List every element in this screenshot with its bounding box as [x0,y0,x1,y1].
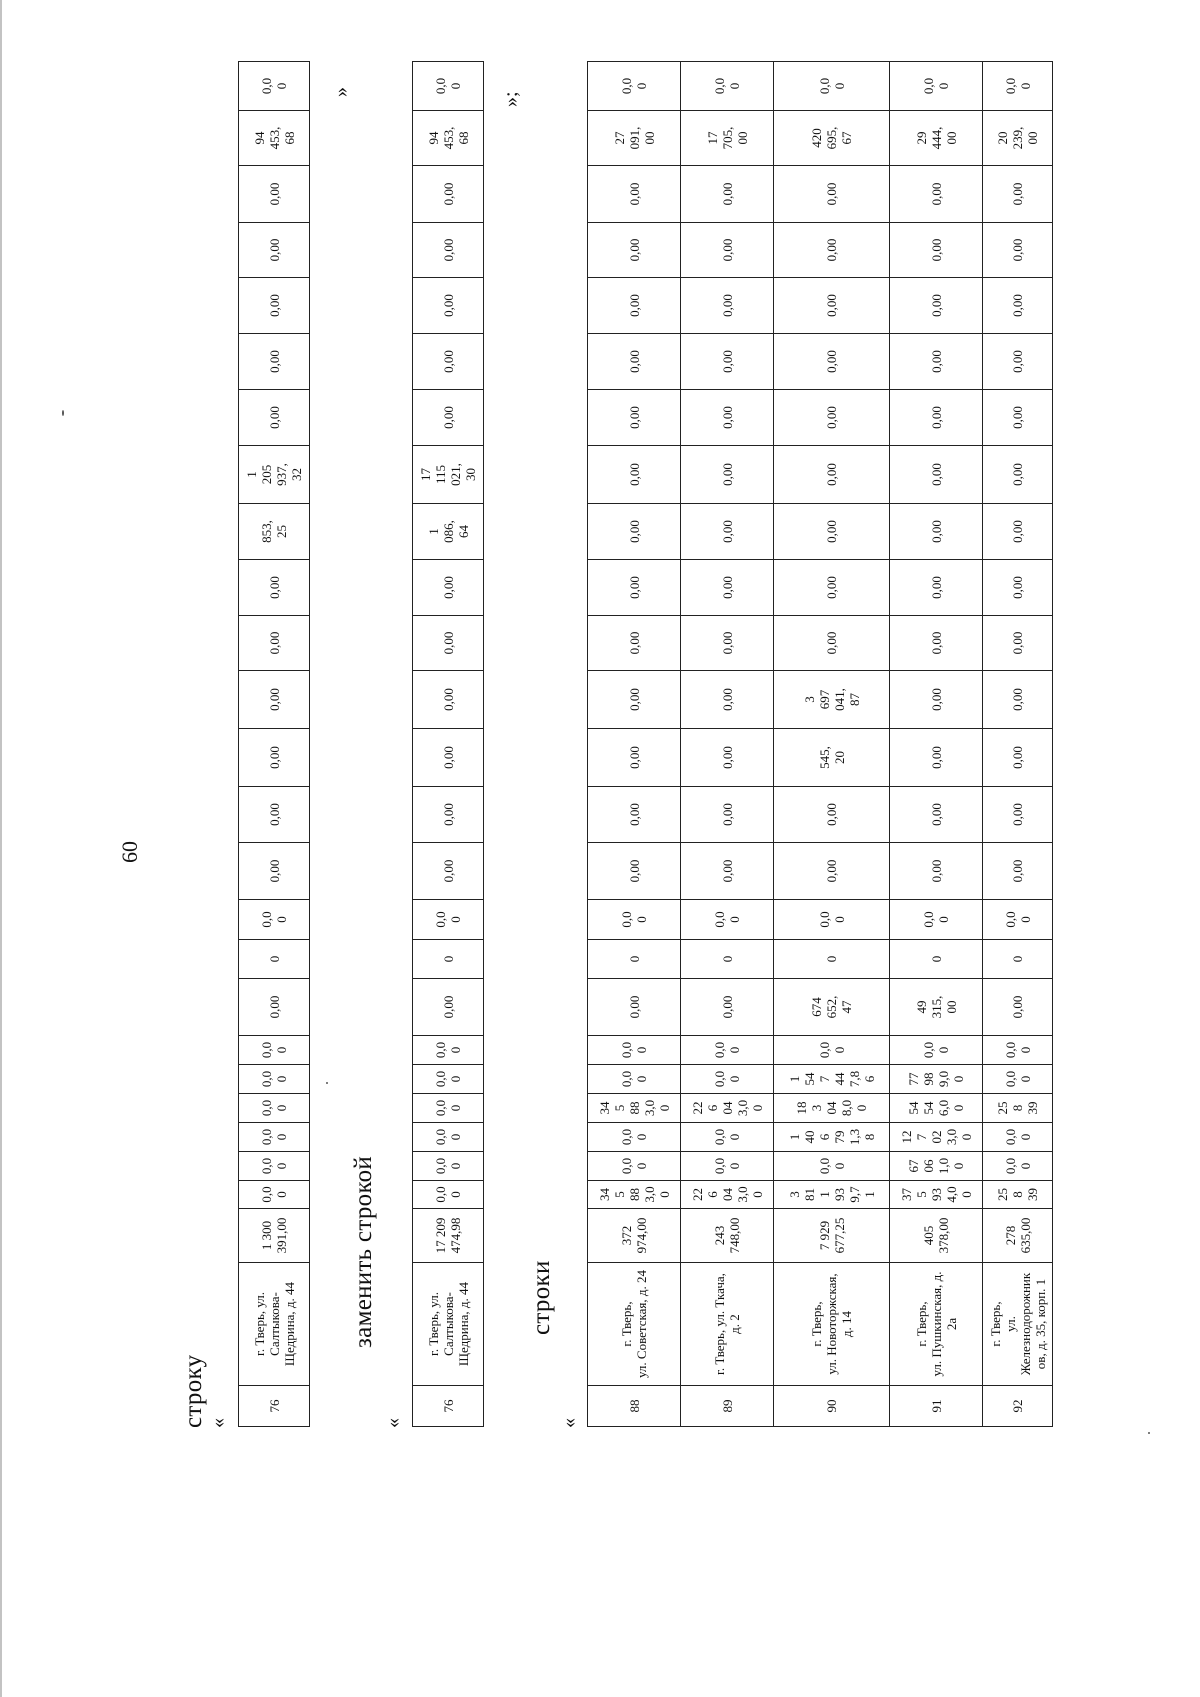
row-number-cell: 76 [413,1386,484,1427]
value-cell: 0,0 0 [890,1036,983,1065]
value-cell: 372 974,00 [588,1209,681,1263]
value-cell: 7 929 677,25 [774,1209,890,1263]
table-row [983,62,1053,1427]
value-cell: 0,00 [681,446,774,504]
value-cell: 0,00 [774,560,890,616]
value-cell: 853, 25 [239,504,310,560]
address-cell: г. Тверь, ул. Новоторжская, д. 14 [774,1263,890,1386]
value-cell: 77 98 9,0 0 [890,1065,983,1094]
section-heading-lines: строки [528,1260,555,1335]
value-cell: 34 5 88 3,0 0 [588,1094,681,1123]
value-cell: 0 [681,940,774,979]
value-cell: 0,0 0 [413,1181,484,1209]
value-cell: 0,00 [588,671,681,729]
value-cell: 0,00 [983,334,1053,390]
value-cell: 1 54 7 44 7,8 6 [774,1065,890,1094]
value-cell: 0,00 [588,334,681,390]
value-cell: 25 8 39 [983,1094,1053,1123]
value-cell: 0,0 0 [588,900,681,940]
value-cell: 0,00 [681,671,774,729]
value-cell: 0 [413,940,484,979]
value-cell: 0,0 0 [681,1036,774,1065]
value-cell: 0,00 [239,729,310,787]
value-cell: 0,00 [681,729,774,787]
value-cell: 0,00 [890,671,983,729]
value-cell: 0,00 [588,390,681,446]
value-cell: 0,00 [983,504,1053,560]
value-cell: 0,0 0 [413,1123,484,1152]
value-cell: 0 [774,940,890,979]
value-cell: 0,00 [681,979,774,1036]
value-cell: 0,0 0 [983,900,1053,940]
value-cell: 0,00 [239,390,310,446]
value-cell: 0,0 0 [413,1065,484,1094]
value-cell: 674 652, 47 [774,979,890,1036]
value-cell: 0,00 [983,166,1053,223]
value-cell: 0,0 0 [588,1123,681,1152]
value-cell: 0,00 [983,446,1053,504]
value-cell: 29 444, 00 [890,111,983,166]
value-cell: 17 115 021, 30 [413,446,484,504]
value-cell: 0,00 [588,787,681,843]
value-cell: 0,00 [681,390,774,446]
value-cell: 0,0 0 [239,1036,310,1065]
value-cell: 0,00 [890,334,983,390]
value-cell: 1 300 391,00 [239,1209,310,1263]
value-cell: 0,00 [588,979,681,1036]
table-row [239,62,310,1427]
value-cell: 0,0 0 [413,1094,484,1123]
value-cell: 0,00 [774,446,890,504]
value-cell: 0,00 [890,223,983,278]
value-cell: 0,0 0 [983,1152,1053,1181]
table-row [681,62,774,1427]
close-quote: »; [500,91,522,107]
value-cell: 0,00 [239,223,310,278]
address-cell: г. Тверь, ул. Пушкинская, д. 2а [890,1263,983,1386]
row-number-cell: 88 [588,1386,681,1427]
value-cell: 0,00 [413,166,484,223]
value-cell: 0,00 [239,843,310,900]
value-cell: 17 705, 00 [681,111,774,166]
value-cell: 0,00 [239,560,310,616]
value-cell: 0,00 [774,278,890,334]
value-cell: 0,00 [681,616,774,671]
value-cell: 0,00 [983,843,1053,900]
value-cell: 0,00 [681,504,774,560]
value-cell: 0,00 [239,671,310,729]
value-cell: 0,00 [681,787,774,843]
value-cell: 0,00 [890,787,983,843]
value-cell: 0,00 [774,843,890,900]
value-cell: 0,0 0 [774,1036,890,1065]
section-heading-replace: заменить строкой [350,1155,377,1348]
value-cell: 0,00 [413,787,484,843]
table-row [774,62,890,1427]
value-cell: 0,0 0 [681,62,774,111]
value-cell: 0,0 0 [413,900,484,940]
table-lines [587,61,1053,1427]
value-cell: 0,0 0 [983,62,1053,111]
value-cell: 0,0 0 [239,1181,310,1209]
row-number-cell: 90 [774,1386,890,1427]
value-cell: 0,00 [588,560,681,616]
section-heading-line: строку [180,1354,207,1428]
value-cell: 0,00 [239,166,310,223]
value-cell: 0,00 [681,843,774,900]
value-cell: 0,00 [588,616,681,671]
value-cell: 0,0 0 [588,1036,681,1065]
value-cell: 0,00 [774,223,890,278]
row-number-cell: 76 [239,1386,310,1427]
value-cell: 20 239, 00 [983,111,1053,166]
value-cell: 0,00 [239,616,310,671]
value-cell: 0,0 0 [588,1152,681,1181]
value-cell: 27 091, 00 [588,111,681,166]
value-cell: 0,0 0 [588,62,681,111]
value-cell: 0 [890,940,983,979]
address-cell: г. Тверь, ул. Ткача, д. 2 [681,1263,774,1386]
table-row [413,62,484,1427]
value-cell: 0,00 [413,729,484,787]
value-cell: 0,0 0 [413,1036,484,1065]
value-cell: 0,0 0 [890,900,983,940]
value-cell: 0,00 [413,390,484,446]
close-quote: » [330,87,352,97]
value-cell: 3 697 041, 87 [774,671,890,729]
value-cell: 94 453, 68 [413,111,484,166]
value-cell: 0,00 [681,560,774,616]
value-cell: 1 40 6 79 1,3 8 [774,1123,890,1152]
value-cell: 0,0 0 [239,62,310,111]
value-cell: 0,00 [774,166,890,223]
value-cell: 0,0 0 [983,1123,1053,1152]
value-cell: 0,00 [239,787,310,843]
value-cell: 0,00 [983,787,1053,843]
value-cell: 0,0 0 [681,900,774,940]
value-cell: 0,00 [983,223,1053,278]
table-row [890,62,983,1427]
value-cell: 0,0 0 [681,1123,774,1152]
open-quote: « [382,1418,404,1428]
value-cell: 0,00 [983,390,1053,446]
value-cell: 0,0 0 [983,1036,1053,1065]
value-cell: 0,0 0 [774,1152,890,1181]
value-cell: 0,00 [588,446,681,504]
value-cell: 0,00 [239,334,310,390]
value-cell: 0,00 [890,446,983,504]
value-cell: 0,0 0 [239,1152,310,1181]
row-number-cell: 89 [681,1386,774,1427]
value-cell: 0 [239,940,310,979]
value-cell: 0,00 [890,616,983,671]
value-cell: 0,00 [588,843,681,900]
table-line-replacement [412,61,484,1427]
value-cell: 0,00 [413,843,484,900]
value-cell: 0,00 [890,729,983,787]
value-cell: 0,00 [983,979,1053,1036]
value-cell: 0,0 0 [983,1065,1053,1094]
value-cell: 0,0 0 [413,62,484,111]
value-cell: 0,00 [413,278,484,334]
value-cell: 0,00 [413,334,484,390]
value-cell: 12 7 02 3,0 0 [890,1123,983,1152]
value-cell: 3 81 1 93 9,7 1 [774,1181,890,1209]
value-cell: 0,00 [239,278,310,334]
value-cell: 545, 20 [774,729,890,787]
value-cell: 0,0 0 [413,1152,484,1181]
value-cell: 0,00 [413,560,484,616]
value-cell: 22 6 04 3,0 0 [681,1181,774,1209]
value-cell: 0,00 [681,223,774,278]
address-cell: г. Тверь, ул. Железнодорожник ов, д. 35, корп. 1 [983,1263,1053,1386]
table-row [588,62,681,1427]
address-cell: г. Тверь, ул. Советская, д. 24 [588,1263,681,1386]
value-cell: 0,00 [983,671,1053,729]
value-cell: 0,00 [774,787,890,843]
address-cell: г. Тверь, ул. Салтыкова-Щедрина, д. 44 [413,1263,484,1386]
row-number-cell: 91 [890,1386,983,1427]
value-cell: 0,0 0 [774,62,890,111]
value-cell: 0,00 [413,979,484,1036]
value-cell: 0,00 [983,729,1053,787]
value-cell: 0,0 0 [239,1065,310,1094]
value-cell: 0,00 [983,616,1053,671]
value-cell: 0,0 0 [588,1065,681,1094]
value-cell: 0,0 0 [774,900,890,940]
value-cell: 0,00 [588,166,681,223]
value-cell: 18 3 04 8,0 0 [774,1094,890,1123]
value-cell: 49 315, 00 [890,979,983,1036]
value-cell: 0,0 0 [239,1123,310,1152]
value-cell: 0,00 [681,278,774,334]
value-cell: 0,00 [681,334,774,390]
value-cell: 0 [983,940,1053,979]
page-number: 60 [117,841,142,863]
value-cell: 22 6 04 3,0 0 [681,1094,774,1123]
value-cell: 0,0 0 [239,1094,310,1123]
value-cell: 0,00 [983,278,1053,334]
value-cell: 420 695, 67 [774,111,890,166]
value-cell: 0,00 [774,616,890,671]
value-cell: 0,00 [890,560,983,616]
value-cell: 0,00 [774,504,890,560]
value-cell: 1 086, 64 [413,504,484,560]
value-cell: 17 209 474,98 [413,1209,484,1263]
value-cell: 0,00 [774,390,890,446]
value-cell: 94 453, 68 [239,111,310,166]
value-cell: 0 [588,940,681,979]
value-cell: 0,0 0 [681,1152,774,1181]
value-cell: 243 748,00 [681,1209,774,1263]
value-cell: 405 378,00 [890,1209,983,1263]
value-cell: 0,00 [890,504,983,560]
value-cell: 0,00 [239,979,310,1036]
value-cell: 0,00 [890,843,983,900]
value-cell: 0,00 [890,390,983,446]
row-number-cell: 92 [983,1386,1053,1427]
value-cell: 34 5 88 3,0 0 [588,1181,681,1209]
value-cell: 0,00 [413,223,484,278]
value-cell: 54 54 6,0 0 [890,1094,983,1123]
value-cell: 0,00 [681,166,774,223]
open-quote: « [558,1418,580,1428]
value-cell: 25 8 39 [983,1181,1053,1209]
value-cell: 0,00 [413,616,484,671]
table-line-original [238,61,310,1427]
value-cell: 0,00 [983,560,1053,616]
value-cell: 0,00 [774,334,890,390]
value-cell: 37 5 93 4,0 0 [890,1181,983,1209]
value-cell: 278 635,00 [983,1209,1053,1263]
value-cell: 0,0 0 [681,1065,774,1094]
value-cell: 0,00 [588,223,681,278]
value-cell: 0,0 0 [239,900,310,940]
value-cell: 0,00 [890,278,983,334]
value-cell: 0,00 [890,166,983,223]
value-cell: 67 06 1,0 0 [890,1152,983,1181]
value-cell: 1 205 937, 32 [239,446,310,504]
value-cell: 0,0 0 [890,62,983,111]
address-cell: г. Тверь, ул. Салтыкова-Щедрина, д. 44 [239,1263,310,1386]
value-cell: 0,00 [588,729,681,787]
open-quote: « [207,1418,229,1428]
value-cell: 0,00 [588,278,681,334]
value-cell: 0,00 [588,504,681,560]
value-cell: 0,00 [413,671,484,729]
